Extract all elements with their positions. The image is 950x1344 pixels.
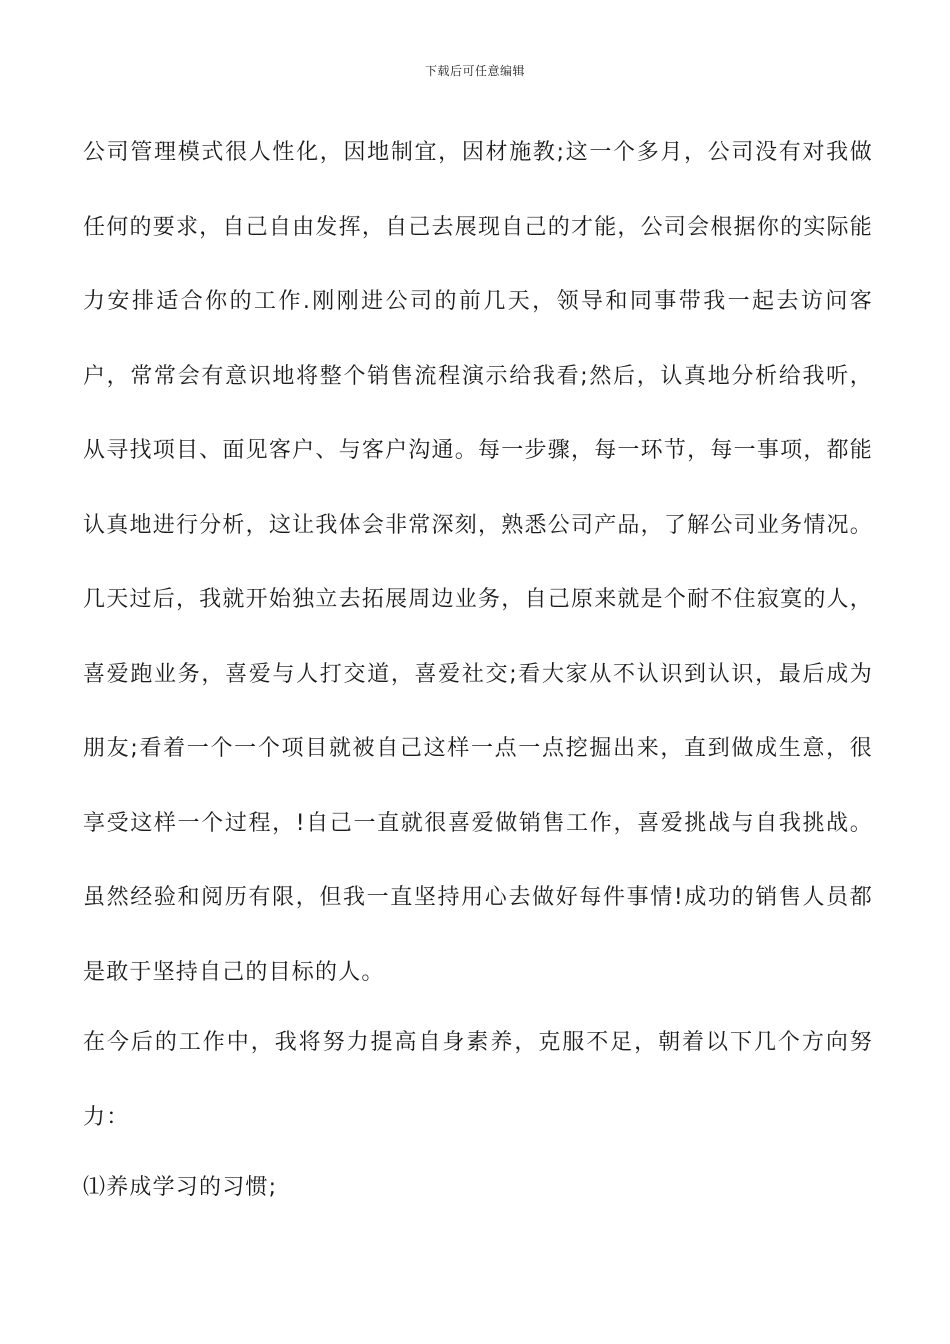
page-header: 下载后可任意编辑	[424, 64, 525, 78]
paragraph-future-work: 在今后的工作中，我将努力提高自身素养，克服不足，朝着以下几个方向努力：	[83, 1030, 873, 1130]
list-item-learning-habit: ⑴养成学习的习惯;	[83, 1175, 278, 1200]
paragraph-sales-experience: 公司管理模式很人性化，因地制宜，因材施教;这一个多月，公司没有对我做任何的要求，自己自由发挥，自己去展现自己的才能，公司会根据你的实际能力安排适合你的工作.刚刚进公司的前几天，领导和同事带我一起去访问客户，常常会有意识地将整个销售流程演示给我看;然后，认真地分析给我听，从寻找项目、面见客户、与客户沟通。每一步骤，每一环节，每一事项，都能认真地进行分析，这让我体会非常深刻，熟悉公司产品，了解公司业务情况。几天过后，我就开始独立去拓展周边业务，自己原来就是个耐不住寂寞的人，喜爱跑业务，喜爱与人打交道，喜爱社交;看大家从不认识到认识，最后成为朋友;看着一个一个项目就被自己这样一点一点挖掘出来，直到做成生意，很享受这样一个过程，!自己一直就很喜爱做销售工作，喜爱挑战与自我挑战。虽然经验和阅历有限，但我一直坚持用心去做好每件事情!成功的销售人员都是敢于坚持自己的目标的人。	[83, 140, 873, 985]
document-body	[83, 116, 873, 1226]
